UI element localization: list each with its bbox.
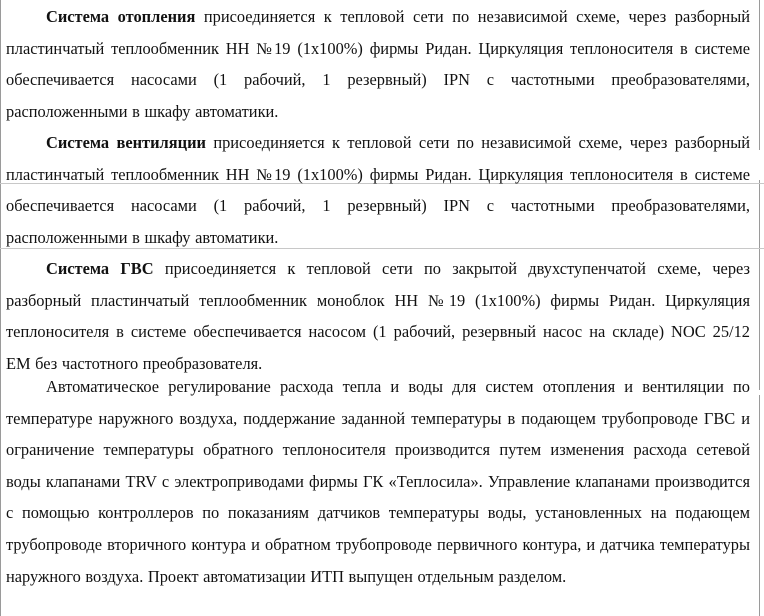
page-border-right [759,180,760,390]
page-border-right [759,395,760,616]
paragraph-text-hot-water: присоединяется к тепловой сети по закрытой двухступенчатой схеме, через разборный пластинчатый теплообменник моноблок НН №19 (1х100%) фирмы Ридан. Циркуляция теплоносителя в системе обеспечивается насосом (1 рабочий, резервный насос на складе) NOC 25/12 EM без частотного преобразователя. [6,259,750,373]
paragraph-hot-water-system [6,253,750,379]
page-border-left [0,0,1,616]
paragraph-lead-heating: Система отопления [46,7,196,26]
paragraph-text-automatic-control: Автоматическое регулирование расхода тепла и воды для систем отопления и вентиляции по температуре наружного воздуха, поддержание заданной температуры в подающем трубопроводе ГВС и ограничение температуры обратного теплоносителя производится путем изменения расхода сетевой воды клапанами TRV с электроприводами фирмы ГК «Теплосила». Управление клапанами производится с помощью контроллеров по показаниям датчиков температуры воды, установленных на подающем трубопроводе вторичного контура и обратном трубопроводе первичного контура, и датчика температуры наружного воздуха. Проект автоматизации ИТП выпущен отдельным разделом. [6,377,750,586]
paragraph-lead-hot-water: Система ГВС [46,259,154,278]
paragraph-automatic-control [6,371,750,592]
paragraph-ventilation-system [6,127,750,253]
paragraph-text-heating: присоединяется к тепловой сети по независимой схеме, через разборный пластинчатый теплообменник НН №19 (1х100%) фирмы Ридан. Циркуляция теплоносителя в системе обеспечивается насосами (1 рабочий, 1 резервный) IPN с частотными преобразователями, расположенными в шкафу автоматики. [6,7,750,121]
paragraph-heating-system [6,1,750,127]
paragraph-text-ventilation: присоединяется к тепловой сети по независимой схеме, через разборный пластинчатый теплообменник НН №19 (1х100%) фирмы Ридан. Циркуляция теплоносителя в системе обеспечивается насосами (1 рабочий, 1 резервный) IPN с частотными преобразователями, расположенными в шкафу автоматики. [6,133,750,247]
paragraph-lead-ventilation: Система вентиляции [46,133,206,152]
page-border-right [759,0,760,150]
